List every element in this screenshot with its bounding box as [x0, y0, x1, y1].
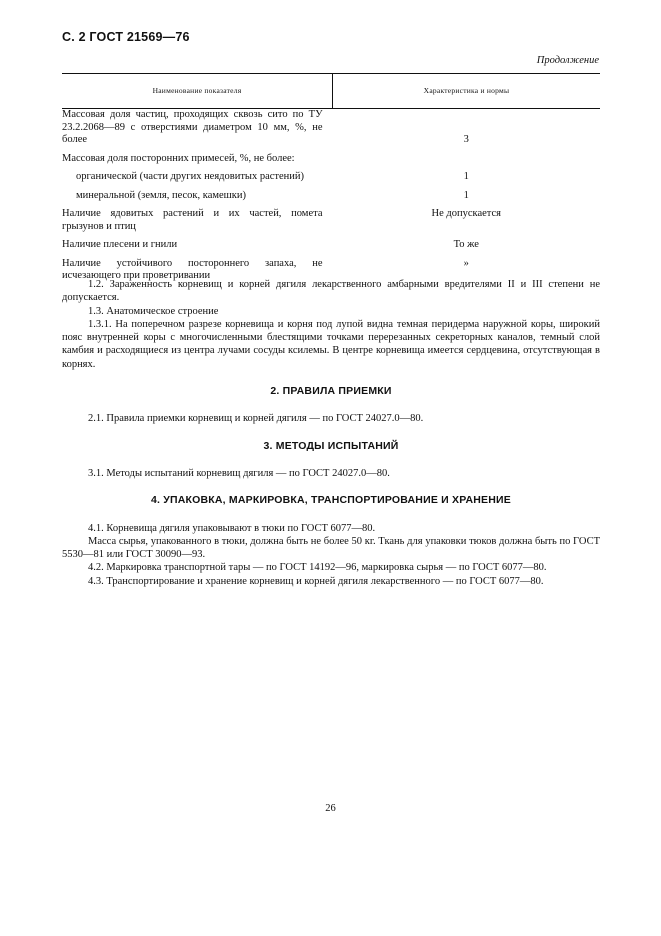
- table-row: [62, 202, 600, 233]
- table-row: [62, 165, 600, 184]
- section-heading-2: 2. ПРАВИЛА ПРИЕМКИ: [270, 385, 392, 398]
- paragraph-4-3: 4.3. Транспортирование и хранение корневищ и корней дягиля лекарственного — по ГОСТ 6077—80.: [88, 575, 544, 587]
- row-name: Наличие ядовитых растений и их частей, помета грызунов и птиц: [62, 208, 323, 232]
- document-header: С. 2 ГОСТ 21569—76: [62, 30, 190, 44]
- paragraph-3-1: 3.1. Методы испытаний корневищ дягиля — по ГОСТ 24027.0—80.: [88, 467, 390, 479]
- paragraph-4-1: 4.1. Корневища дягиля упаковывают в тюки по ГОСТ 6077—80.: [88, 522, 376, 534]
- paragraph-1-3: 1.3. Анатомическое строение: [88, 305, 219, 317]
- column-header-value: Характеристика и нормы: [333, 74, 601, 109]
- row-name: Массовая доля посторонних примесей, %, не более:: [62, 152, 295, 164]
- indicators-table: [62, 73, 600, 283]
- page-number: 26: [325, 803, 336, 814]
- row-value: 1: [463, 171, 469, 182]
- table-row: [62, 109, 600, 147]
- table-header-row: [62, 74, 600, 109]
- row-name: Наличие плесени и гнили: [62, 239, 178, 250]
- row-name: органической (части других неядовитых растений): [76, 171, 305, 182]
- paragraph-4-1-mass: Масса сырья, упакованного в тюки, должна быть не более 50 кг. Ткань для упаковки тюков должна быть по ГОСТ 5530—81 или ГОСТ 30090—93.: [62, 535, 600, 561]
- row-name: минеральной (земля, песок, камешки): [76, 189, 246, 201]
- row-value: 1: [463, 189, 469, 201]
- section-heading-3: 3. МЕТОДЫ ИСПЫТАНИЙ: [263, 439, 399, 452]
- paragraph-2-1: 2.1. Правила приемки корневищ и корней дягиля — по ГОСТ 24027.0—80.: [88, 413, 424, 425]
- continuation-label: Продолжение: [536, 55, 599, 66]
- row-value: 3: [463, 134, 469, 145]
- document-body: [62, 278, 600, 588]
- table-row: [62, 233, 600, 252]
- row-value: Не допускается: [431, 208, 501, 219]
- table-row: [62, 147, 600, 166]
- column-header-name: Наименование показателя: [62, 74, 333, 109]
- row-value: [333, 147, 601, 166]
- row-value: »: [463, 257, 469, 269]
- section-heading-4: 4. УПАКОВКА, МАРКИРОВКА, ТРАНСПОРТИРОВАНИЕ И ХРАНЕНИЕ: [150, 494, 511, 507]
- row-name: Массовая доля частиц, проходящих сквозь сито по ТУ 23.2.2068—89 с отверстиями диаметром 10 мм, %, не более: [62, 109, 323, 145]
- table-row: [62, 184, 600, 203]
- paragraph-4-2: 4.2. Маркировка транспортной тары — по ГОСТ 14192—96, маркировка сырья — по ГОСТ 6077—80.: [88, 562, 547, 574]
- paragraph-1-2: 1.2. Зараженность корневищ и корней дягиля лекарственного амбарными вредителями II и III степени не допускается.: [62, 279, 600, 304]
- row-name: Наличие устойчивого постороннего запаха, не исчезающего при проветривании: [62, 257, 323, 281]
- paragraph-1-3-1: 1.3.1. На поперечном разрезе корневища и корня под лупой видна темная перидерма наружной коры, широкий пояс внутренней коры с многочисленными блестящими точками перерезанных секреторных каналов, темный слой камбия и расходящиеся из центра лучами сосуды ксилемы. В центре корневища имеется сердцевина, отсутствующая в корнях.: [62, 318, 600, 370]
- row-value: То же: [453, 239, 479, 250]
